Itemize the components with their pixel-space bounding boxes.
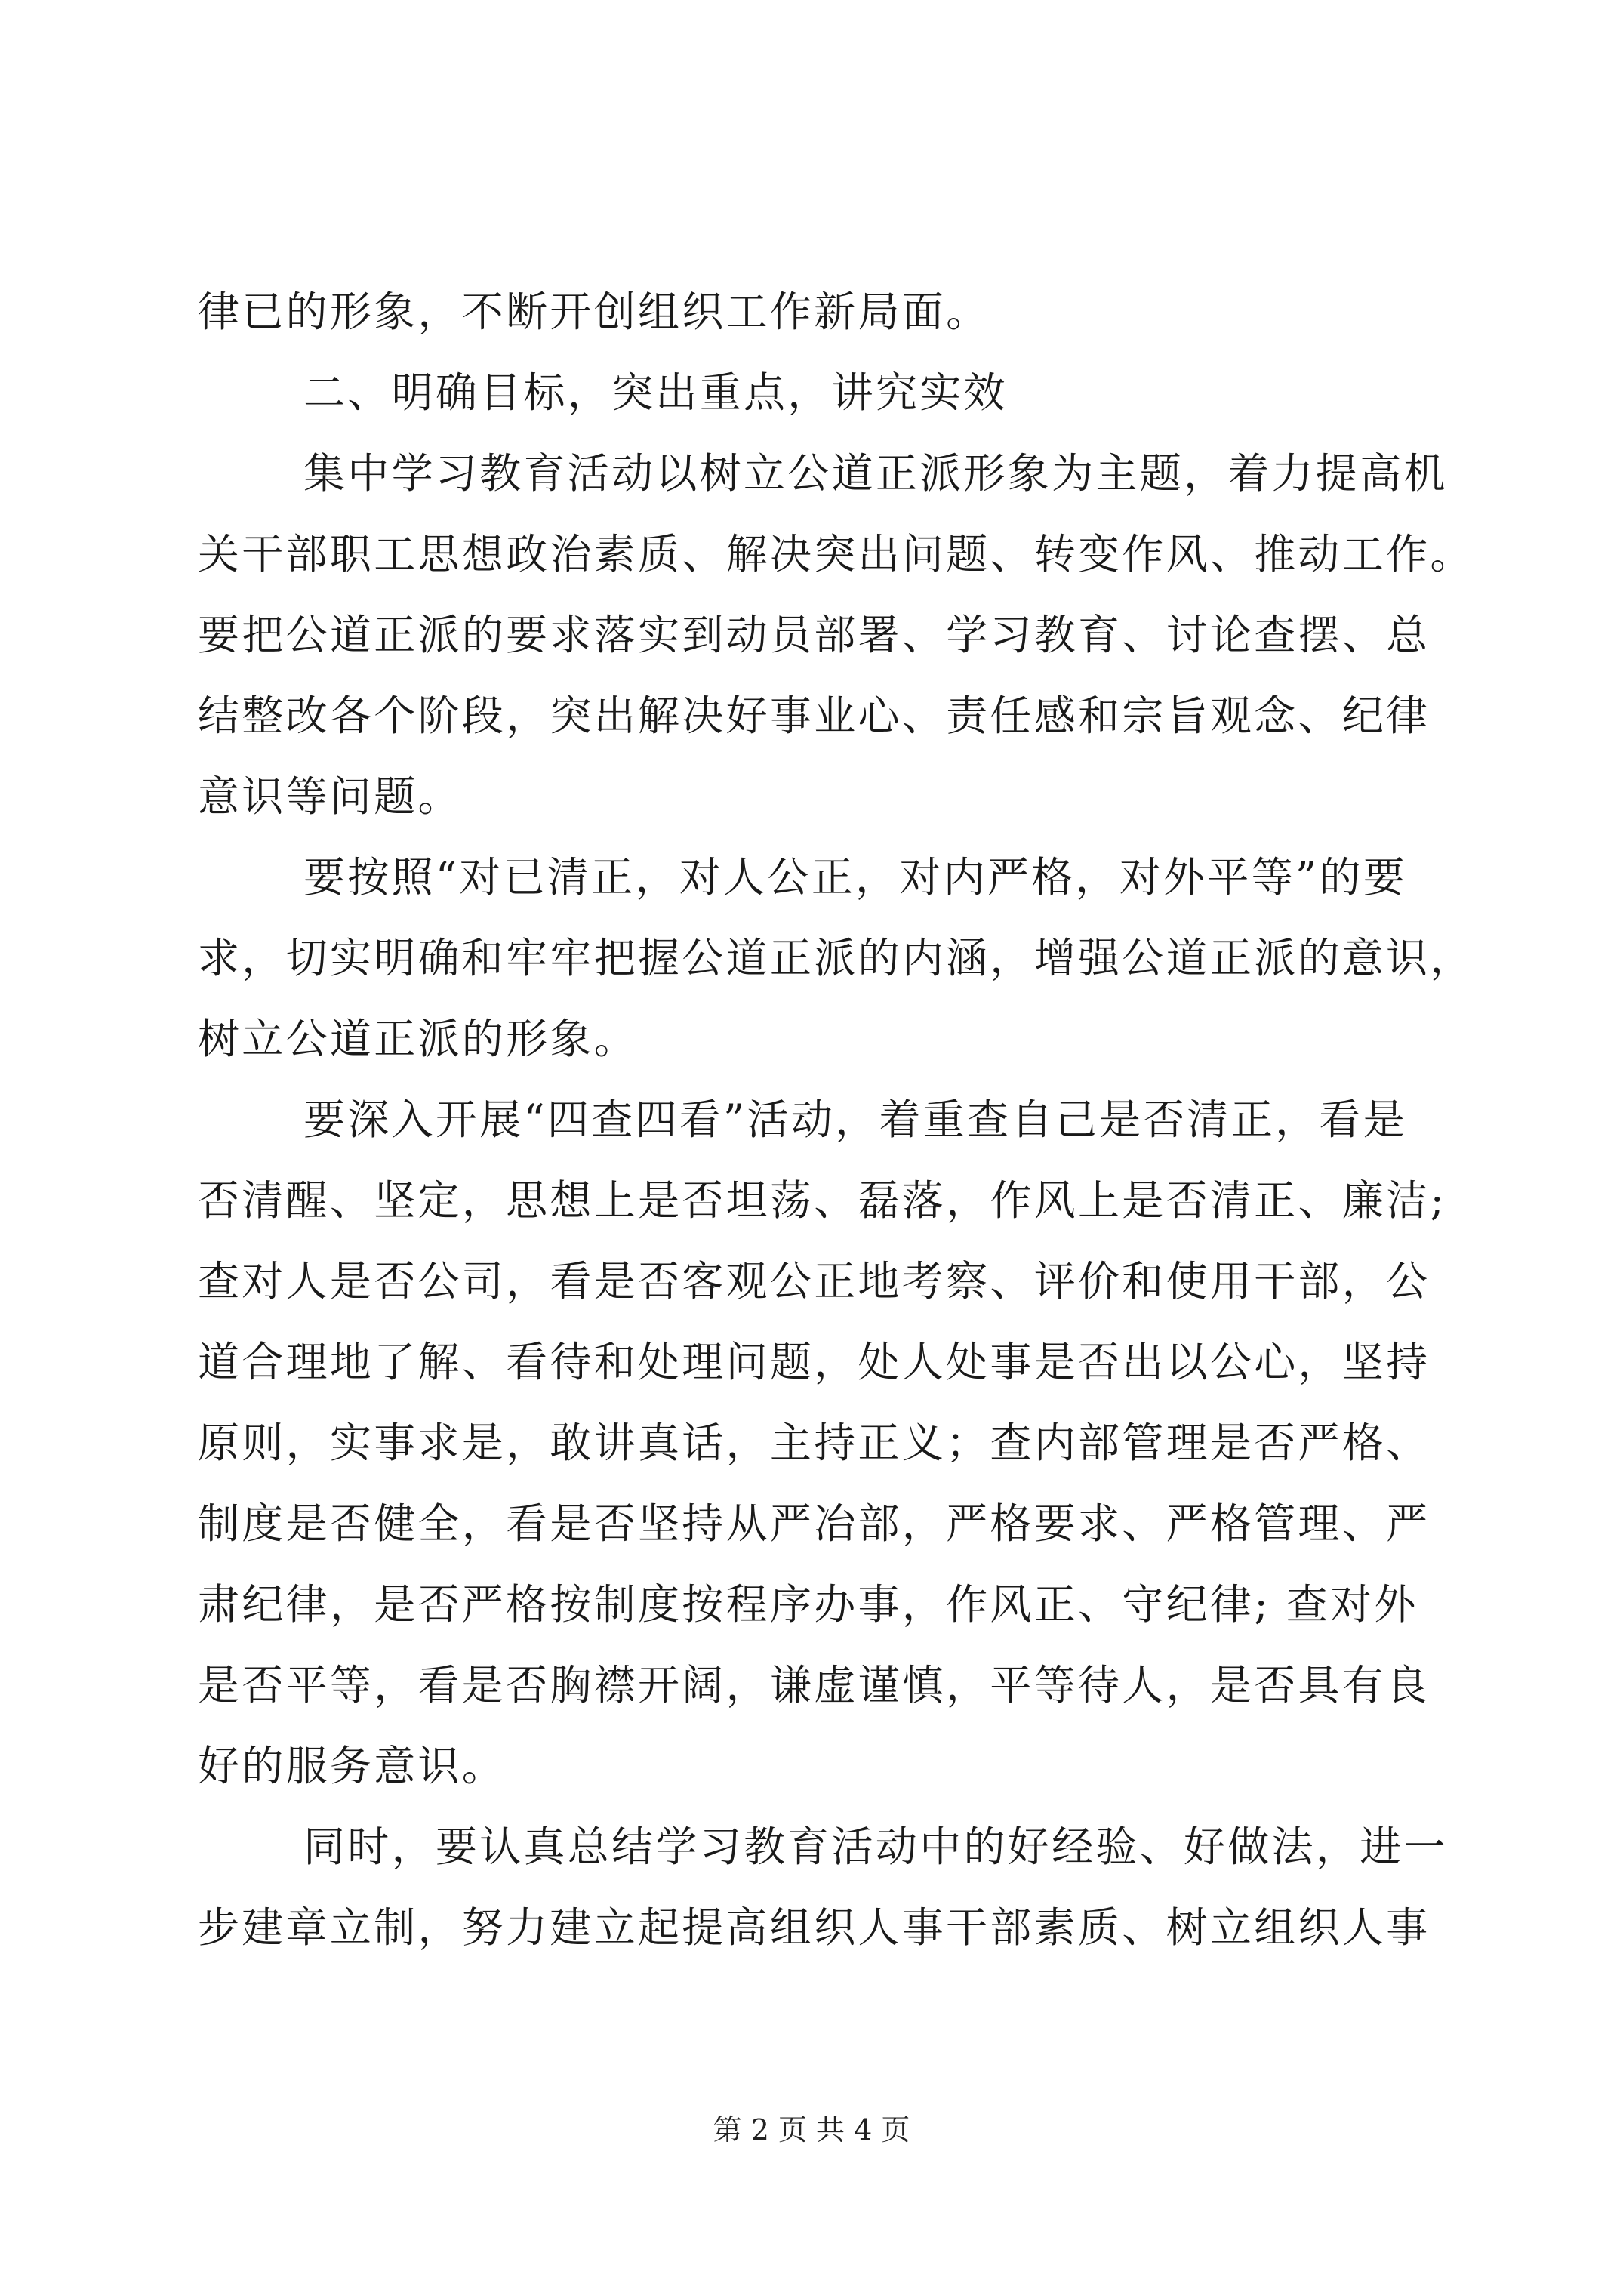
text-line: 求，切实明确和牢牢把握公道正派的内涵，增强公道正派的意识， xyxy=(198,934,1474,982)
text-line: 集中学习教育活动以树立公道正派形象为主题，着力提高机 xyxy=(303,449,1448,498)
text-line: 原则，实事求是，敢讲真话，主持正义；查内部管理是否严格、 xyxy=(198,1419,1431,1467)
text-line: 树立公道正派的形象。 xyxy=(198,1015,639,1063)
text-line: 同时，要认真总结学习教育活动中的好经验、好做法，进一 xyxy=(303,1823,1448,1871)
text-line: 查对人是否公司，看是否客观公正地考察、评价和使用干部，公 xyxy=(198,1257,1431,1305)
text-line: 好的服务意识。 xyxy=(198,1742,507,1790)
page-number-footer: 第 2 页 共 4 页 xyxy=(713,2113,910,2147)
text-line: 肃纪律，是否严格按制度按程序办事，作风正、守纪律; 查对外 xyxy=(198,1580,1418,1629)
text-line: 道合理地了解、看待和处理问题，处人处事是否出以公心，坚持 xyxy=(198,1338,1431,1386)
text-line: 关干部职工思想政治素质、解决突出问题、转变作风、推动工作。 xyxy=(198,530,1474,578)
text-line: 要深入开展“四查四看”活动，着重查自己是否清正，看是 xyxy=(303,1096,1408,1144)
text-line: 律已的形象，不断开创组织工作新局面。 xyxy=(198,288,990,336)
text-line: 否清醒、坚定，思想上是否坦荡、磊落，作风上是否清正、廉洁; xyxy=(198,1176,1447,1225)
text-line: 是否平等，看是否胸襟开阔，谦虚谨慎，平等待人，是否具有良 xyxy=(198,1661,1431,1709)
text-line: 意识等问题。 xyxy=(198,772,462,821)
section-heading: 二、明确目标，突出重点，讲究实效 xyxy=(303,368,1008,417)
text-line: 要把公道正派的要求落实到动员部署、学习教育、讨论查摆、总 xyxy=(198,611,1431,659)
text-line: 步建章立制，努力建立起提高组织人事干部素质、树立组织人事 xyxy=(198,1903,1431,1952)
document-body xyxy=(198,272,1474,1968)
text-line: 要按照“对已清正，对人公正，对内严格，对外平等”的要 xyxy=(303,853,1408,901)
text-line: 结整改各个阶段，突出解决好事业心、责任感和宗旨观念、纪律 xyxy=(198,692,1431,740)
text-line: 制度是否健全，看是否坚持从严冶部，严格要求、严格管理、严 xyxy=(198,1499,1431,1548)
